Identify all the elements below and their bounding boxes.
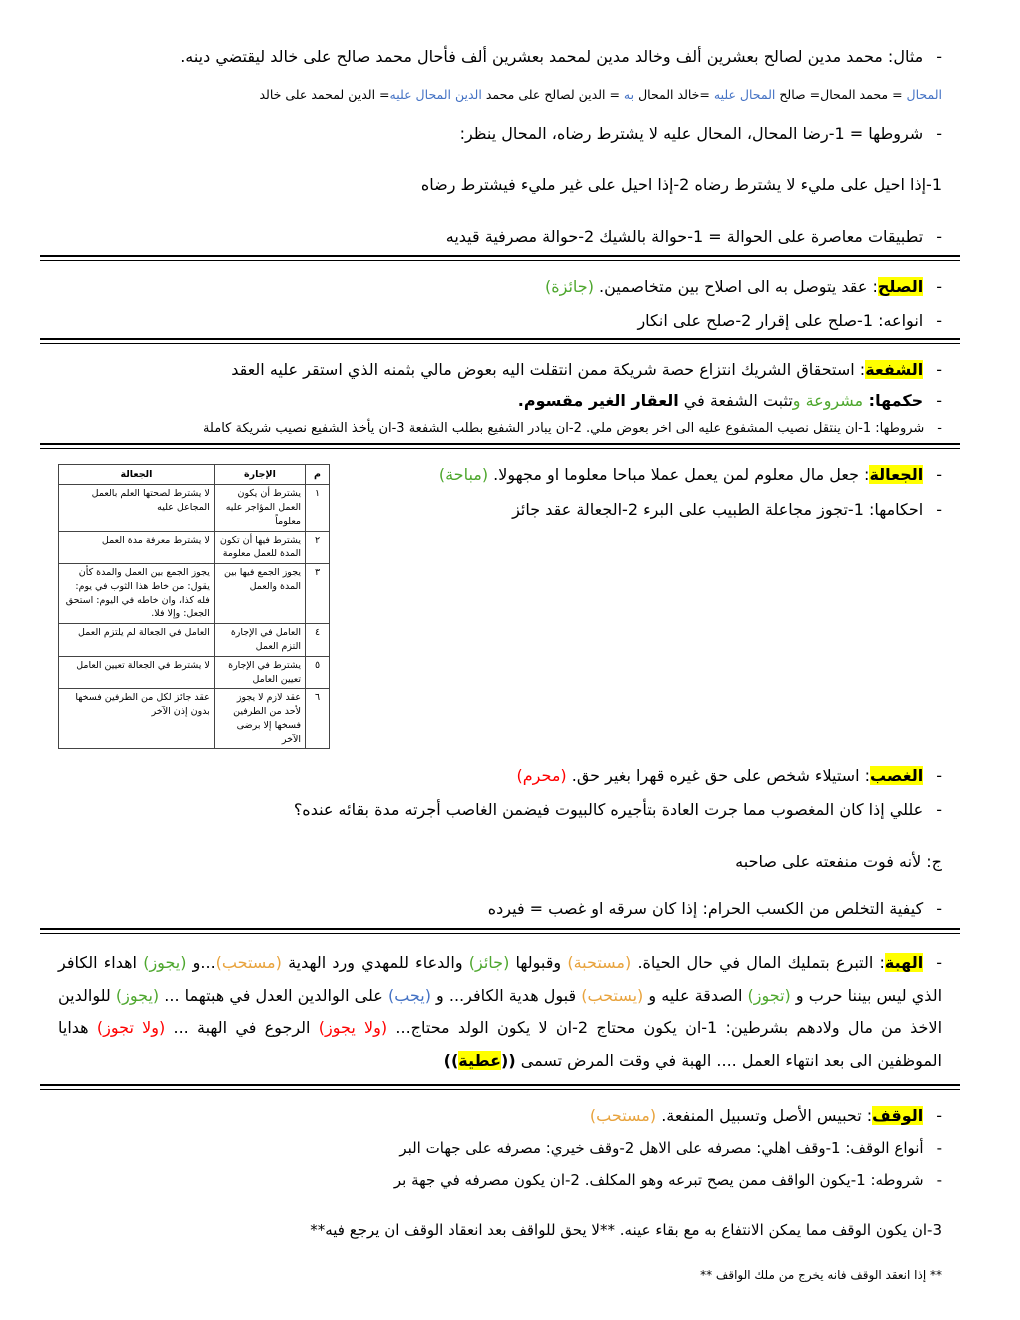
table-row [59, 624, 330, 657]
waqf-conditions-text: شروطه: 1-يكون الواقف ممن يصح تبرعه وهو المكلف. 2-ان يكون مصرفه في جهة بر [393, 1171, 924, 1190]
bullet-dash: - [936, 359, 942, 379]
parties-text-1: = محمد المحال= صالح [775, 86, 907, 102]
hiba-ruling-yajib: (يجب) [387, 985, 431, 1005]
hiba-ruling-la-tajuz: (ولا تجوز) [96, 1018, 166, 1038]
ijara-cell: يشترط فيها أن تكون المدة للعمل معلومة [214, 531, 305, 564]
bullet-dash: - [936, 1171, 942, 1190]
jiala-cell: يجوز الجمع بين العمل والمدة كأن يقول: من خاط هذا الثوب في يوم: فله كذا، وان خاطه في اليوم: استحق الجعل: وإلا فلا. [59, 564, 215, 624]
jiala-text-column [344, 462, 942, 538]
parties-text-2: =خالد المحال [634, 86, 714, 102]
ghasb-disposal-line [58, 896, 942, 922]
atiyya-close-parens: )) [443, 1051, 459, 1071]
table-header-row [59, 464, 330, 485]
jiala-ruling-badge: (مباحة) [438, 464, 489, 484]
hiba-ruling-yustahab: (يستحب) [581, 985, 644, 1005]
table-row [59, 531, 330, 564]
jiala-title: الجعالة [869, 464, 924, 484]
table-row [59, 485, 330, 531]
bullet-dash: - [936, 500, 942, 520]
ghasb-title: الغصب [869, 766, 924, 786]
section-divider [40, 255, 960, 261]
bullet-dash: - [937, 420, 942, 436]
hiba-text: قبول هدية الكافر... و [430, 985, 582, 1005]
bullet-dash: - [936, 766, 942, 786]
hiba-text: ...و [186, 952, 216, 972]
table-header [59, 464, 330, 485]
sulh-types-line [58, 308, 942, 334]
row-number: ٥ [306, 656, 330, 689]
col-header-ijara: الإجارة [214, 464, 305, 485]
hiba-section [58, 947, 942, 1078]
ijara-jiala-comparison-table [58, 464, 330, 750]
jiala-rules-text: احكامها: 1-تجوز مجاعلة الطبيب على البرء 2-الجعالة عقد جائز [512, 500, 924, 520]
sulh-section [58, 274, 942, 333]
bullet-dash: - [936, 464, 942, 484]
hiba-text: على الوالدين العدل في هبتهما ... [159, 985, 388, 1005]
term-muhal-alayh: المحال عليه [713, 86, 776, 102]
bullet-dash: - [936, 899, 942, 919]
shufaa-section [58, 357, 942, 440]
hiba-text: الرجوع في الهبة ... [165, 1018, 319, 1038]
table-row [59, 656, 330, 689]
table-row [59, 689, 330, 749]
bullet-dash: - [936, 226, 942, 246]
waqf-types-line [58, 1136, 942, 1160]
ghasb-question-text: عللي إذا كان المغصوب مما جرت العادة بتأجيره كالبيوت فيضمن الغاصب أجرته مدة بقائه عنده؟ [293, 799, 924, 819]
section-divider [40, 443, 960, 449]
bullet-dash: - [936, 123, 942, 143]
hiba-ruling-yajuz-1: (يجوز) [143, 952, 187, 972]
jiala-cell: لا يشترط في الجعالة تعيين العامل [59, 656, 215, 689]
row-number: ٣ [306, 564, 330, 624]
waqf-definition-line [58, 1103, 942, 1129]
hiba-text: وقبولها [509, 952, 568, 972]
bullet-dash: - [936, 799, 942, 819]
hiba-definition-text: : التبرع بتمليك المال في حال الحياة. [631, 952, 885, 972]
waqf-ruling-badge: (مستحب) [589, 1105, 657, 1125]
hiba-ruling-la-yajuz: (ولا يجوز) [318, 1018, 388, 1038]
jiala-section [58, 462, 942, 750]
ghasb-section [58, 763, 942, 921]
hiba-paragraph [58, 947, 942, 1078]
ijara-cell: يشترط أن يكون العمل المؤاجر عليه معلوماً [214, 485, 305, 531]
sulh-ruling-badge: (جائزة) [545, 277, 594, 297]
bullet-dash: - [936, 952, 942, 972]
bullet-dash: - [936, 47, 942, 66]
jiala-definition-text: : جعل مال معلوم لمن يعمل عملا مباحا معلوما او مجهولا. [488, 464, 870, 484]
waqf-footnote-line [58, 1268, 942, 1282]
row-number: ٦ [306, 689, 330, 749]
hiba-text: الصدقة عليه و [643, 985, 748, 1005]
parties-text-4: = الدين لمحمد على خالد [259, 86, 390, 102]
ghasb-ruling-badge: (محرم) [516, 766, 567, 786]
row-number: ١ [306, 485, 330, 531]
hiba-ruling-tajuz: (تجوز) [747, 985, 791, 1005]
hiba-ruling-yajuz-2: (يجوز) [115, 985, 160, 1005]
ghasb-answer-text: ج: لأنه فوت منفعته على صاحبه [735, 851, 942, 871]
shufaa-title: الشفعة [865, 359, 924, 379]
section-divider [40, 928, 960, 934]
term-dayn-muhal-alayh: الدين المحال عليه [389, 86, 482, 102]
waqf-definition-text: : تحبيس الأصل وتسبيل المنفعة. [656, 1105, 873, 1125]
shufaa-conditions-text: شروطها: 1-ان ينتقل نصيب المشفوع عليه الى اخر بعوض ملي. 2-ان يبادر الشفيع بطلب الشفعة 3-ان يأخذ الشفيع نصيب شريكة كاملة [202, 420, 925, 436]
hawala-conditions-line [58, 121, 942, 147]
hiba-ruling-mustahab: (مستحب) [215, 952, 282, 972]
hiba-text: اهداء الكافر الذي ليس بيننا حرب و [58, 952, 943, 1005]
col-header-jiala: الجعالة [59, 464, 215, 485]
waqf-condition3-line [58, 1218, 942, 1242]
waqf-types-text: أنواع الوقف: 1-وقف اهلي: مصرفه على الاهل 2-وقف خيري: مصرفه على جهات البر [399, 1139, 924, 1158]
row-number: ٢ [306, 531, 330, 564]
shufaa-ruling-green: مشروعة و [792, 391, 864, 411]
row-number: ٤ [306, 624, 330, 657]
shufaa-ruling-bold: العقار الغير مقسوم. [517, 391, 679, 411]
shufaa-ruling-line [58, 388, 942, 414]
shufaa-definition-line [58, 357, 942, 383]
jiala-cell: لا يشترط لصحتها العلم بالعمل المجاعل عليه [59, 485, 215, 531]
term-bihi: به [623, 86, 635, 102]
sulh-title: الصلح [877, 277, 924, 297]
ijara-cell: يشترط في الإجارة تعيين العامل [214, 656, 305, 689]
ijara-cell: العامل في الإجارة التزم العمل [214, 624, 305, 657]
jiala-rules-line [344, 497, 942, 523]
ijara-cell: يجوز الجمع فيها بين المدة والعمل [214, 564, 305, 624]
section-divider [40, 338, 960, 344]
hiba-text: والدعاء للمهدي ورد الهدية [281, 952, 469, 972]
hawala-example-text: مثال: محمد مدين لصالح بعشرين ألف وخالد مدين لمحمد بعشرين ألف فأحال محمد صالح على خالد ليقتضي دينه. [180, 47, 924, 66]
waqf-section [58, 1103, 942, 1283]
hawala-example-line [58, 44, 942, 70]
hiba-text: هدايا الموظفين الى بعد انتهاء العمل .... الهبة في وقت المرض تسمى [58, 1018, 942, 1071]
hiba-ruling-mustahabba: (مستحبة) [567, 952, 632, 972]
hawala-applications-text: تطبيقات معاصرة على الحوالة = 1-حوالة بالشيك 2-حوالة مصرفية قيديه [445, 226, 924, 246]
shufaa-ruling-rest: تثبت الشفعة في [678, 391, 793, 411]
hawala-applications-line [58, 224, 942, 250]
hawala-parties-line [58, 85, 942, 105]
bullet-dash: - [936, 310, 942, 330]
shufaa-ruling-label: حكمها: [863, 391, 924, 411]
sulh-definition-line [58, 274, 942, 300]
bullet-dash: - [936, 1139, 942, 1158]
atiyya-open-parens: (( [501, 1051, 516, 1071]
bullet-dash: - [936, 391, 942, 411]
section-divider [40, 1084, 960, 1090]
hiba-ruling-jaiz: (جائز) [468, 952, 510, 972]
jiala-cell: العامل في الجعالة لم يلتزم العمل [59, 624, 215, 657]
bullet-dash: - [936, 277, 942, 297]
col-header-number: م [306, 464, 330, 485]
jiala-cell: عقد جائز لكل من الطرفين فسخها بدون إذن الآخر [59, 689, 215, 749]
ghasb-answer-line [58, 849, 942, 875]
hawala-cases-text: 1-إذا احيل على مليء لا يشترط رضاه 2-إذا احيل على غير مليء فيشترط رضاه [420, 175, 942, 195]
ijara-cell: عقد لازم لا يجوز لأحد من الطرفين فسخها إلا برضى الآخر [214, 689, 305, 749]
bullet-dash: - [936, 1105, 942, 1125]
hiba-text: للوالدين الاخذ من مال ولادهم بشرطين: 1-ان يكون محتاج 2-ان لا يكون الولد محتاج... [58, 985, 943, 1038]
shufaa-conditions-line [58, 419, 942, 440]
ghasb-definition-line [58, 763, 942, 789]
jiala-definition-line [344, 462, 942, 488]
term-muhal: المحال [906, 86, 942, 102]
table-row [59, 564, 330, 624]
waqf-footnote-text: ** إذا انعقد الوقف فانه يخرج من ملك الواقف ** [700, 1268, 942, 1283]
table-body [59, 485, 330, 749]
hiba-title: الهبة [884, 952, 924, 972]
atiyya-term: عطية [458, 1051, 502, 1071]
jiala-cell: لا يشترط معرفة مدة العمل [59, 531, 215, 564]
waqf-title: الوقف [872, 1105, 924, 1125]
waqf-condition3-text: 3-ان يكون الوقف مما يمكن الانتفاع به مع بقاء عينه. **لا يحق للواقف بعد انعقاد الوقف ان يرجع فيه** [310, 1221, 942, 1240]
ghasb-question-line [58, 797, 942, 823]
ghasb-definition-text: : استيلاء شخص على حق غيره قهرا بغير حق. [566, 766, 870, 786]
hawala-conditions-text: شروطها = 1-رضا المحال، المحال عليه لا يشترط رضاه، المحال ينظر: [459, 123, 924, 143]
shufaa-definition-text: : استحقاق الشريك انتزاع حصة شريكة ممن انتقلت اليه بعوض مالي بثمنه الذي استقر عليه العقد [231, 359, 866, 379]
sulh-definition-text: : عقد يتوصل به الى اصلاح بين متخاصمين. [593, 277, 878, 297]
waqf-conditions-line [58, 1168, 942, 1192]
hawala-cases-line [58, 172, 942, 198]
sulh-types-text: انواعه: 1-صلح على إقرار 2-صلح على انكار [637, 310, 924, 330]
ghasb-disposal-text: كيفية التخلص من الكسب الحرام: إذا كان سرقه او غصب = فيرده [487, 899, 924, 919]
parties-text-3: = الدين لصالح على محمد [481, 86, 624, 102]
hawala-section [58, 44, 942, 249]
